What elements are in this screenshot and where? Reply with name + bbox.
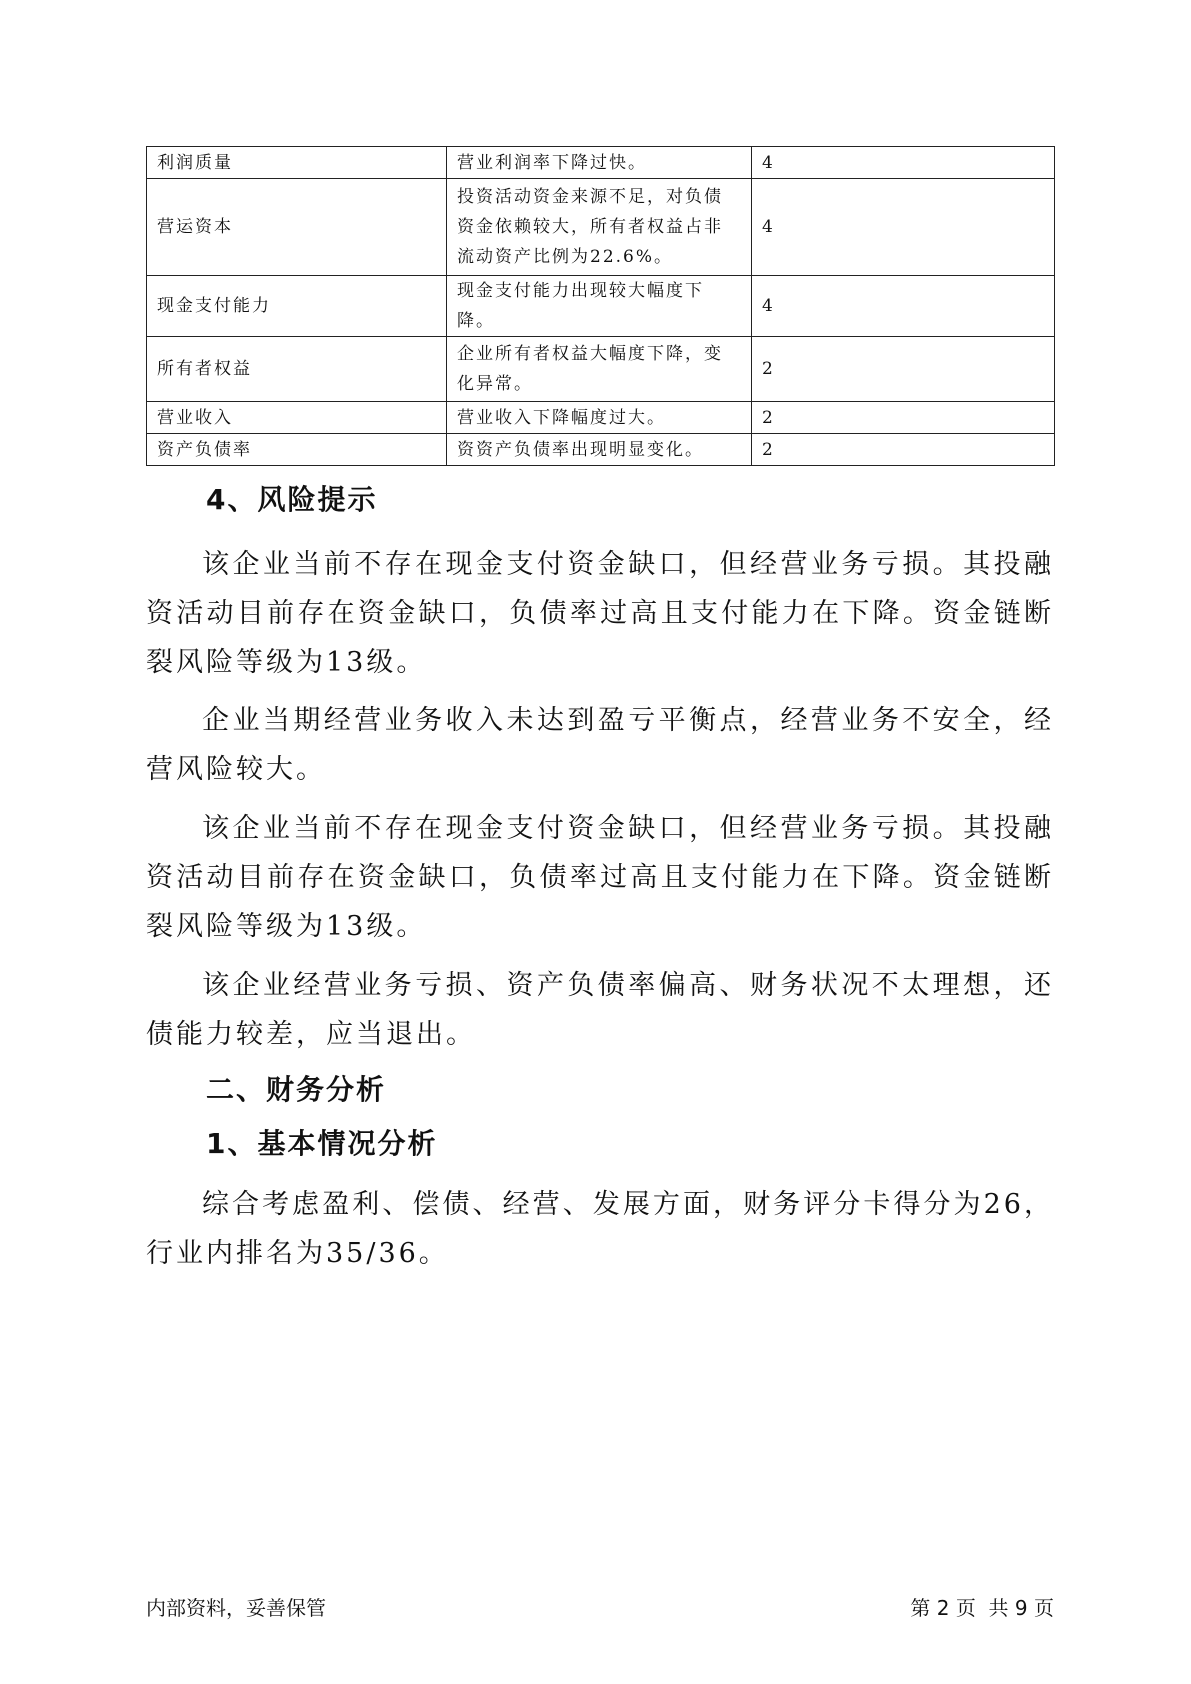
finance-section-heading: 二、财务分析 <box>206 1073 387 1106</box>
table-row <box>147 402 1055 434</box>
description-cell: 投资活动资金来源不足，对负债资金依赖较大，所有者权益占非流动资产比例为22.6%。 <box>447 179 752 276</box>
description-cell: 营业利润率下降过快。 <box>447 147 752 179</box>
risk-indicator-table <box>146 146 1055 466</box>
indicator-cell: 营运资本 <box>147 179 447 276</box>
score-cell: 2 <box>752 402 1055 434</box>
risk-paragraph-3: 该企业当前不存在现金支付资金缺口，但经营业务亏损。其投融资活动目前存在资金缺口，负债率过高且支付能力在下降。资金链断裂风险等级为13级。 <box>146 813 1054 942</box>
score-cell: 4 <box>752 147 1055 179</box>
indicator-cell: 营业收入 <box>147 402 447 434</box>
risk-section-heading: 4、风险提示 <box>206 483 378 516</box>
risk-paragraph-1: 该企业当前不存在现金支付资金缺口，但经营业务亏损。其投融资活动目前存在资金缺口，负债率过高且支付能力在下降。资金链断裂风险等级为13级。 <box>146 549 1054 678</box>
risk-paragraph-2: 企业当期经营业务收入未达到盈亏平衡点，经营业务不安全，经营风险较大。 <box>146 705 1054 785</box>
score-cell: 4 <box>752 276 1055 337</box>
table-row <box>147 337 1055 402</box>
indicator-cell: 利润质量 <box>147 147 447 179</box>
table-row <box>147 147 1055 179</box>
description-cell: 营业收入下降幅度过大。 <box>447 402 752 434</box>
score-cell: 4 <box>752 179 1055 276</box>
footer-page-number: 第 2 页 共 9 页 <box>910 1596 1054 1620</box>
indicator-cell: 现金支付能力 <box>147 276 447 337</box>
finance-paragraph: 综合考虑盈利、偿债、经营、发展方面，财务评分卡得分为26，行业内排名为35/36。 <box>146 1189 1054 1269</box>
indicator-cell: 资产负债率 <box>147 434 447 466</box>
footer-confidential-note: 内部资料，妥善保管 <box>146 1596 326 1620</box>
description-cell: 资资产负债率出现明显变化。 <box>447 434 752 466</box>
score-cell: 2 <box>752 434 1055 466</box>
table-row <box>147 179 1055 276</box>
description-cell: 企业所有者权益大幅度下降，变化异常。 <box>447 337 752 402</box>
indicator-cell: 所有者权益 <box>147 337 447 402</box>
description-cell: 现金支付能力出现较大幅度下降。 <box>447 276 752 337</box>
risk-paragraph-4: 该企业经营业务亏损、资产负债率偏高、财务状况不太理想，还债能力较差，应当退出。 <box>146 970 1054 1050</box>
table-row <box>147 434 1055 466</box>
table-row <box>147 276 1055 337</box>
basic-analysis-heading: 1、基本情况分析 <box>206 1127 438 1160</box>
score-cell: 2 <box>752 337 1055 402</box>
